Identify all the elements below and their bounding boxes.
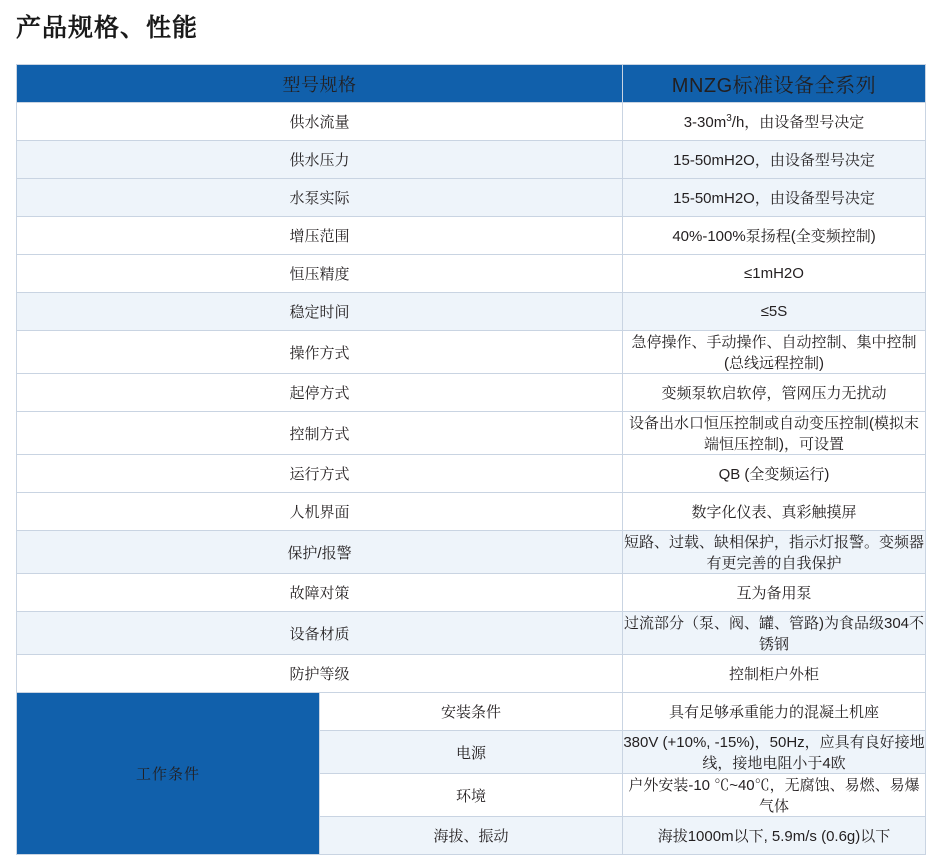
specification-table [16, 64, 926, 855]
row-label: 设备材质 [17, 612, 623, 655]
row-value: 互为备用泵 [623, 574, 926, 612]
table-row [17, 103, 926, 141]
row-label: 供水压力 [17, 141, 623, 179]
table-row [17, 455, 926, 493]
row-label: 故障对策 [17, 574, 623, 612]
work-condition-sub-label: 环境 [320, 774, 623, 817]
row-value [623, 103, 926, 141]
work-condition-sub-label: 海拔、振动 [320, 817, 623, 855]
table-row [17, 141, 926, 179]
row-label: 人机界面 [17, 493, 623, 531]
row-value-superscript: 3 [726, 113, 732, 124]
table-row [17, 574, 926, 612]
row-value: 数字化仪表、真彩触摸屏 [623, 493, 926, 531]
row-label: 运行方式 [17, 455, 623, 493]
row-label: 水泵实际 [17, 179, 623, 217]
table-row [17, 655, 926, 693]
row-label: 防护等级 [17, 655, 623, 693]
row-value: 过流部分（泵、阀、罐、管路)为食品级304不锈钢 [623, 612, 926, 655]
row-value: QB (全变频运行) [623, 455, 926, 493]
row-value: 15-50mH2O，由设备型号决定 [623, 141, 926, 179]
header-series: MNZG标准设备全系列 [623, 65, 926, 103]
row-value: 急停操作、手动操作、自动控制、集中控制(总线远程控制) [623, 331, 926, 374]
table-row [17, 374, 926, 412]
row-value: 设备出水口恒压控制或自动变压控制(模拟末端恒压控制)，可设置 [623, 412, 926, 455]
work-condition-sub-label: 安装条件 [320, 693, 623, 731]
row-value: 控制柜户外柜 [623, 655, 926, 693]
table-row [17, 179, 926, 217]
page-title: 产品规格、性能 [16, 14, 199, 42]
row-label: 保护/报警 [17, 531, 623, 574]
row-value: 变频泵软启软停，管网压力无扰动 [623, 374, 926, 412]
table-row [17, 217, 926, 255]
row-label: 恒压精度 [17, 255, 623, 293]
work-condition-row [17, 693, 926, 731]
work-condition-value: 户外安装-10 ℃~40℃，无腐蚀、易燃、易爆气体 [623, 774, 926, 817]
work-condition-value: 具有足够承重能力的混凝土机座 [623, 693, 926, 731]
header-model-spec: 型号规格 [17, 65, 623, 103]
row-value: 40%-100%泵扬程(全变频控制) [623, 217, 926, 255]
row-label: 起停方式 [17, 374, 623, 412]
row-value: 短路、过载、缺相保护，指示灯报警。变频器有更完善的自我保护 [623, 531, 926, 574]
table-row [17, 493, 926, 531]
row-label: 供水流量 [17, 103, 623, 141]
table-row [17, 412, 926, 455]
row-label: 稳定时间 [17, 293, 623, 331]
row-value: ≤5S [623, 293, 926, 331]
table-row [17, 331, 926, 374]
table-row [17, 531, 926, 574]
work-conditions-label: 工作条件 [17, 693, 320, 855]
table-header-row [17, 65, 926, 103]
table-row [17, 255, 926, 293]
row-value-text: 3-30m [683, 114, 727, 131]
row-label: 控制方式 [17, 412, 623, 455]
row-value: ≤1mH2O [623, 255, 926, 293]
row-value: 15-50mH2O，由设备型号决定 [623, 179, 926, 217]
row-label: 增压范围 [17, 217, 623, 255]
row-value-tail: /h，由设备型号决定 [731, 114, 865, 131]
row-label: 操作方式 [17, 331, 623, 374]
work-condition-value: 380V (+10%, -15%)，50Hz，应具有良好接地线，接地电阻小于4欧 [623, 731, 926, 774]
table-row [17, 293, 926, 331]
work-condition-sub-label: 电源 [320, 731, 623, 774]
table-row [17, 612, 926, 655]
work-condition-value: 海拔1000m以下, 5.9m/s (0.6g)以下 [623, 817, 926, 855]
